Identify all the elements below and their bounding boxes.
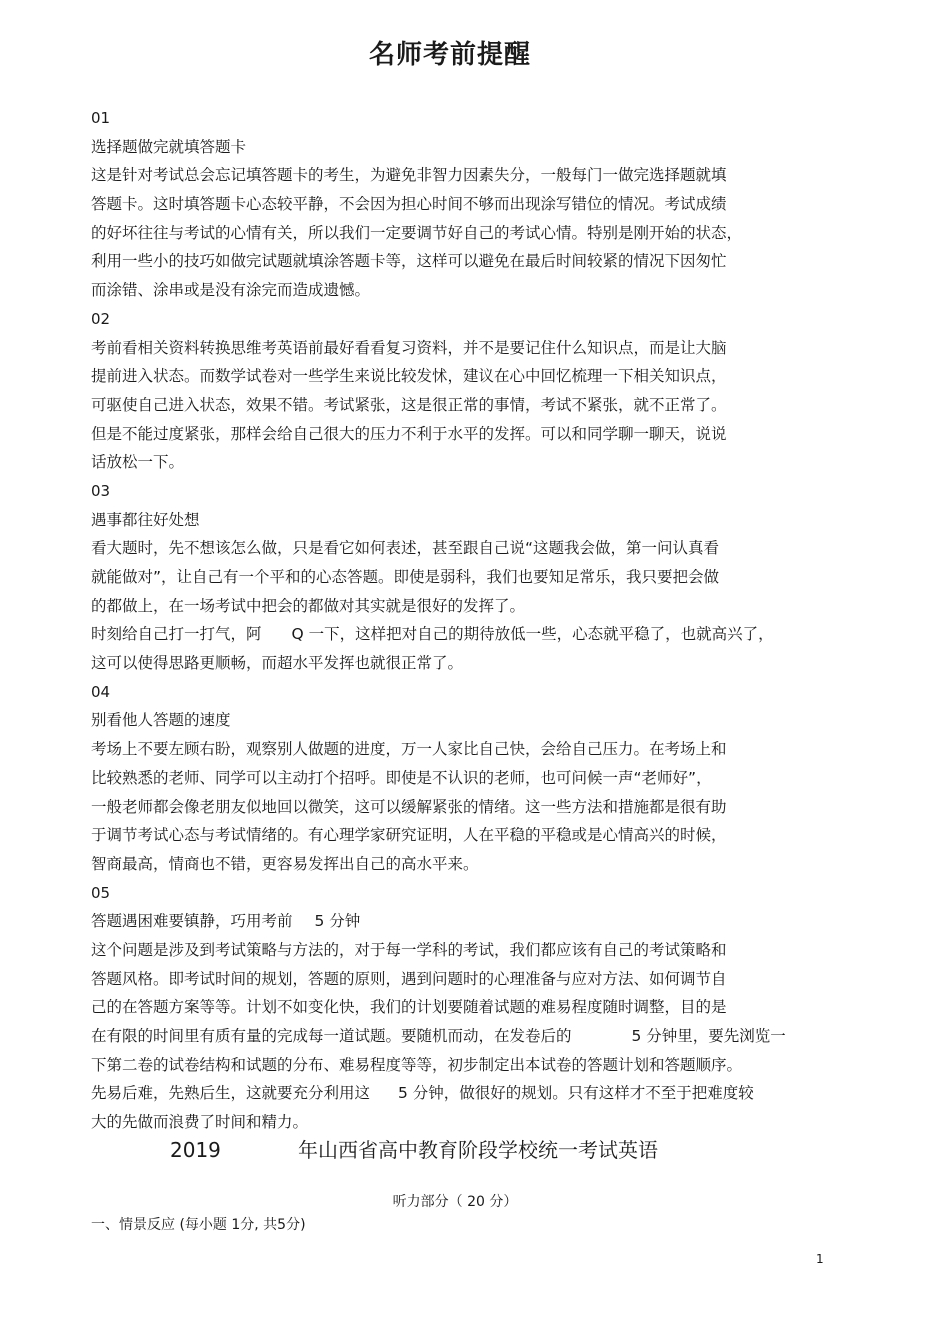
- text-segment: 在有限的时间里有质有量的完成每一道试题。要随机而动，在发卷后的: [91, 1027, 572, 1045]
- section-heading: 选择题做完就填答题卡: [91, 137, 247, 156]
- text-segment: 先易后难，先熟后生，这就要充分利用这: [91, 1084, 371, 1103]
- section-number: 04: [91, 682, 111, 701]
- paragraph-line: 的都做上，在一场考试中把会的都做对其实就是很好的发挥了。: [91, 596, 526, 615]
- paragraph-line: 下第二卷的试卷结构和试题的分布、难易程度等等，初步制定出本试卷的答题计划和答题顺序。: [91, 1055, 743, 1074]
- paragraph-line: 答题风格。即考试时间的规划，答题的原则，遇到问题时的心理准备与应对方法、如何调节自: [91, 969, 727, 988]
- paragraph-line: 考场上不要左顾右盼，观察别人做题的进度，万一人家比自己快，会给自己压力。在考场上和: [91, 740, 727, 759]
- paragraph-line: [91, 620, 851, 649]
- paragraph-line: 考前看相关资料转换思维考英语前最好看看复习资料，并不是要记住什么知识点，而是让大脑: [91, 338, 727, 357]
- section-number: 03: [91, 481, 111, 500]
- page-number: 1: [816, 1252, 824, 1266]
- paragraph-line: 己的在答题方案等等。计划不如变化快，我们的计划要随着试题的难易程度随时调整，目的是: [91, 998, 727, 1017]
- section-number: 02: [91, 309, 111, 328]
- paragraph-line: 提前进入状态。而数学试卷对一些学生来说比较发怵，建议在心中回忆梳理一下相关知识点，: [91, 367, 727, 386]
- paragraph-line: 看大题时，先不想该怎么做，只是看它如何表述，甚至跟自己说“这题我会做，第一问认真看: [91, 539, 720, 558]
- text-segment: 时刻给自己打一打气，阿: [91, 625, 262, 644]
- paragraph-line: 而涂错、涂串或是没有涂完而造成遗憾。: [91, 281, 371, 300]
- section-heading: [91, 907, 851, 936]
- text-segment: 5 分钟里，要先浏览一: [631, 1027, 786, 1045]
- section-number: 01: [91, 109, 111, 127]
- text-segment: 5 分钟: [314, 912, 361, 931]
- section-number: 05: [91, 883, 111, 902]
- section-heading: 别看他人答题的速度: [91, 711, 231, 730]
- part-one-heading: 一、情景反应 (每小题 1分, 共5分): [91, 1217, 306, 1233]
- paragraph-line: 的好坏往往与考试的心情有关，所以我们一定要调节好自己的考试心情。特别是刚开始的状态，: [91, 223, 743, 242]
- exam-name: 年山西省高中教育阶段学校统一考试英语: [298, 1138, 658, 1162]
- paragraph-line: [91, 1079, 851, 1108]
- paragraph-line: 一般老师都会像老朋友似地回以微笑，这可以缓解紧张的情绪。这一些方法和措施都是很有助: [91, 797, 727, 816]
- paragraph-line: 利用一些小的技巧如做完试题就填涂答题卡等，这样可以避免在最后时间较紧的情况下因匆忙: [91, 252, 727, 271]
- paragraph-line: 答题卡。这时填答题卡心态较平静，不会因为担心时间不够而出现涂写错位的情况。考试成绩: [91, 195, 727, 214]
- paragraph-line: 可驱使自己进入状态，效果不错。考试紧张，这是很正常的事情，考试不紧张，就不正常了。: [91, 395, 727, 414]
- exam-title: [170, 1134, 658, 1163]
- text-segment: Q 一下，这样把对自己的期待放低一些，心态就平稳了，也就高兴了，: [291, 625, 774, 644]
- paragraph-line: 比较熟悉的老师、同学可以主动打个招呼。即使是不认识的老师，也可问候一声“老师好”，: [91, 768, 712, 787]
- article-body: [91, 104, 851, 1137]
- paragraph-line: 但是不能过度紧张，那样会给自己很大的压力不利于水平的发挥。可以和同学聊一聊天，说说: [91, 424, 727, 443]
- paragraph-line: 这个问题是涉及到考试策略与方法的，对于每一学科的考试，我们都应该有自己的考试策略和: [91, 940, 727, 959]
- paragraph-line: 于调节考试心态与考试情绪的。有心理学家研究证明，人在平稳的平稳或是心情高兴的时候，: [91, 826, 727, 845]
- text-segment: 5 分钟，做很好的规划。只有这样才不至于把难度较: [398, 1084, 754, 1103]
- section-heading: 遇事都往好处想: [91, 510, 200, 529]
- paragraph-line: 就能做对”，让自己有一个平和的心态答题。即使是弱科，我们也要知足常乐，我只要把会做: [91, 568, 720, 586]
- paragraph-line: 大的先做而浪费了时间和精力。: [91, 1113, 309, 1132]
- paragraph-line: 这是针对考试总会忘记填答题卡的考生，为避免非智力因素失分，一般每门一做完选择题就填: [91, 166, 727, 185]
- paragraph-line: 这可以使得思路更顺畅，而超水平发挥也就很正常了。: [91, 654, 464, 673]
- paragraph-line: 话放松一下。: [91, 453, 185, 472]
- text-segment: 答题遇困难要镇静，巧用考前: [91, 912, 293, 931]
- paragraph-line: 智商最高，情商也不错，更容易发挥出自己的高水平来。: [91, 854, 479, 873]
- listening-section-header: 听力部分（ 20 分）: [392, 1194, 518, 1210]
- page-title: 名师考前提醒: [368, 40, 531, 70]
- paragraph-line: [91, 1022, 851, 1051]
- exam-year: 2019: [170, 1138, 221, 1162]
